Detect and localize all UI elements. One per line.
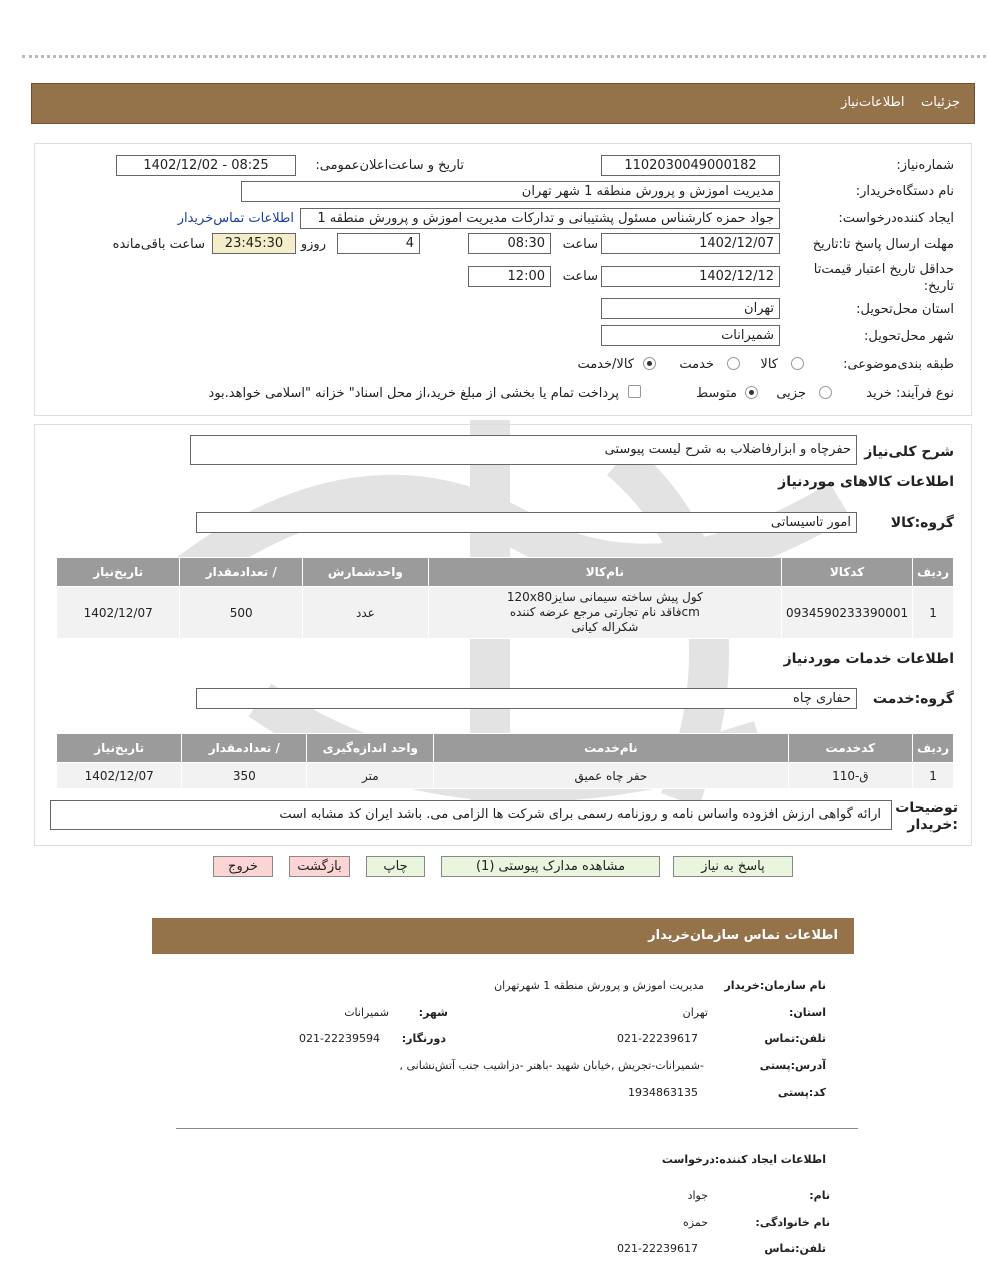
validity-time-label: ساعت: [562, 269, 598, 284]
cell-need-date: 1402/12/07: [57, 763, 182, 789]
contact-divider: [176, 1128, 858, 1129]
col-need-date: تاریخ‌نیاز: [57, 734, 182, 763]
tab-details[interactable]: جزئیات: [921, 95, 960, 110]
summary-label: شرح کلی‌نیاز: [864, 444, 954, 460]
contact-org-label: نام سازمان:خریدار: [724, 979, 826, 992]
deadline-label: مهلت ارسال ‌پاسخ تا‌:تاریخ: [812, 237, 954, 252]
services-table-header: [57, 734, 954, 763]
province-field: تهران: [601, 298, 780, 319]
contact-phone-label: تلفن:تماس: [764, 1032, 826, 1045]
attachments-button[interactable]: مشاهده مدارک پیوستی (1): [441, 856, 660, 877]
creator-last-name-value: حمزه: [683, 1216, 708, 1229]
goods-section-title: اطلاعات کالاهای مورد‌نیاز: [778, 474, 954, 490]
process-minor-radio[interactable]: [819, 386, 832, 399]
need-number-label: شماره‌نیاز:: [896, 158, 954, 173]
services-table: [56, 733, 954, 789]
cell-row: 1: [913, 587, 954, 639]
top-divider: [22, 55, 986, 58]
cell-row: 1: [913, 763, 954, 789]
remaining-label: ساعت باقی‌مانده: [112, 237, 205, 252]
creator-label: ایجاد کننده‌درخواست:: [838, 211, 954, 226]
category-goods-service-radio[interactable]: [643, 357, 656, 370]
category-goods-service-label: کالا/خدمت: [577, 357, 634, 372]
days-label: روزو: [300, 237, 326, 252]
buyer-org-field: مدیریت اموزش و پرورش منطقه 1 شهر تهران: [241, 181, 780, 202]
creator-first-name-value: جواد: [687, 1189, 708, 1202]
goods-group-field: امور تاسیساتی: [196, 512, 857, 533]
cell-quantity: 350: [182, 763, 307, 789]
service-group-field: حفاری چاه: [196, 688, 857, 709]
process-medium-radio[interactable]: [745, 386, 758, 399]
services-section-title: اطلاعات خدمات مورد‌نیاز: [783, 651, 954, 667]
category-service-radio[interactable]: [727, 357, 740, 370]
header-breadcrumb: [841, 95, 960, 110]
cell-quantity: 500: [180, 587, 303, 639]
city-label: شهر محل‌تحویل:: [864, 329, 954, 344]
validity-time-field: 12:00: [468, 266, 551, 287]
col-quantity: / تعدادمقدار: [182, 734, 307, 763]
creator-last-name-label: نام خانوادگی:: [755, 1216, 830, 1229]
contact-address-label: آدرس:پستی: [759, 1059, 826, 1072]
creator-field: جواد حمزه کارشناس مسئول پشتیبانی و تدارکات مدیریت اموزش و پرورش منطقه 1: [300, 208, 780, 229]
table-row: [57, 763, 954, 789]
col-unit: واحدشمارش: [303, 558, 429, 587]
contact-org-value: مدیریت اموزش و پرورش منطقه 1 شهرتهران: [494, 979, 704, 992]
creator-phone-label: تلفن:تماس: [764, 1242, 826, 1255]
cell-service-name: حفر چاه عمیق: [434, 763, 788, 789]
deadline-date-field: 1402/12/07: [601, 233, 780, 254]
announce-label: تاریخ و ساعت‌اعلان‌عمومی:: [315, 158, 464, 173]
exit-button[interactable]: خروج: [213, 856, 273, 877]
need-number-field: 1102030049000182: [601, 155, 780, 176]
buyer-contact-link[interactable]: اطلاعات تماس‌خریدار: [177, 211, 294, 226]
contact-fax-value: 021-22239594: [299, 1032, 380, 1045]
back-button[interactable]: بازگشت: [289, 856, 350, 877]
contact-title: اطلاعات تماس سازمان‌خریدار: [648, 928, 838, 943]
category-label: طبقه بندی‌موضوعی:: [843, 357, 954, 372]
summary-field: حفرچاه و ابزارفاضلاب به شرح لیست پیوستی: [190, 435, 857, 465]
cell-goods-name: کول پیش ساخته سیمانی سایز120x80 cmفاقد نام تجارتی مرجع عرضه کننده شکراله کیانی: [428, 587, 781, 639]
contact-postal-value: 1934863135: [628, 1086, 698, 1099]
col-service-name: نام‌خدمت: [434, 734, 788, 763]
contact-phone-value: 021-22239617: [617, 1032, 698, 1045]
validity-date-field: 1402/12/12: [601, 266, 780, 287]
buyer-notes-label: توضیحات :خریدار: [895, 800, 958, 833]
goods-table: [56, 557, 954, 639]
treasury-payment-label: پرداخت تمام یا بخشی از مبلغ خرید،از محل اسناد" خزانه "اسلامی خواهد.بود: [208, 386, 619, 401]
goods-group-label: گروه‌:کالا: [890, 515, 954, 531]
days-field: 4: [337, 233, 420, 254]
contact-province-value: تهران: [682, 1006, 708, 1019]
deadline-time-field: 08:30: [468, 233, 551, 254]
contact-city-label: شهر:: [418, 1006, 448, 1019]
announce-field: 1402/12/02 - 08:25: [116, 155, 296, 176]
col-goods-code: کدکالا: [781, 558, 912, 587]
col-goods-name: نام‌کالا: [428, 558, 781, 587]
creator-first-name-label: نام:: [809, 1189, 830, 1202]
deadline-time-label: ساعت: [562, 237, 598, 252]
contact-header: [152, 918, 854, 954]
treasury-payment-checkbox[interactable]: [628, 385, 641, 398]
province-label: استان محل‌تحویل:: [856, 302, 954, 317]
table-row: [57, 587, 954, 639]
process-minor-label: جزیی: [776, 386, 806, 401]
remaining-time-field: 23:45:30: [212, 233, 296, 254]
creator-phone-value: 021-22239617: [617, 1242, 698, 1255]
contact-address-value: -شمیرانات-تجریش ,خیابان شهید -باهنر -دزاشیب جنب آتش‌نشانی ,: [399, 1059, 704, 1072]
print-button[interactable]: چاپ: [366, 856, 425, 877]
category-service-label: خدمت: [679, 357, 714, 372]
col-service-code: کدخدمت: [788, 734, 913, 763]
cell-measure-unit: متر: [307, 763, 434, 789]
col-row: ردیف: [913, 734, 954, 763]
contact-fax-label: دورنگار:: [401, 1032, 446, 1045]
contact-city-value: شمیرانات: [344, 1006, 389, 1019]
city-field: شمیرانات: [601, 325, 780, 346]
service-group-label: گروه‌:خدمت: [872, 691, 954, 707]
category-goods-label: کالا: [760, 357, 778, 372]
tab-need-info[interactable]: اطلاعات‌نیاز: [841, 95, 905, 110]
cell-goods-code: 0934590233390001: [781, 587, 912, 639]
col-row: ردیف: [913, 558, 954, 587]
validity-label: حداقل تاریخ اعتبار قیمت‌تا تاریخ:: [813, 262, 954, 294]
category-goods-radio[interactable]: [791, 357, 804, 370]
buyer-org-label: نام دستگاه‌خریدار:: [855, 184, 954, 199]
contact-province-label: استان:: [789, 1006, 826, 1019]
cell-service-code: ق-110: [788, 763, 913, 789]
creator-info-title: اطلاعات ایجاد کننده:درخواست: [661, 1153, 826, 1166]
reply-button[interactable]: پاسخ به نیاز: [673, 856, 793, 877]
buyer-notes-field: ارائه گواهی ارزش افزوده واساس نامه و روزنامه رسمی برای شرکت ها الزامی می. باشد ایران کد مشابه است: [50, 800, 892, 830]
process-label: نوع فرآیند: خرید: [866, 386, 954, 401]
goods-table-header: [57, 558, 954, 587]
cell-need-date: 1402/12/07: [57, 587, 180, 639]
contact-postal-label: کد:پستی: [777, 1086, 826, 1099]
col-quantity: / تعدادمقدار: [180, 558, 303, 587]
page-header: [31, 83, 975, 124]
col-measure-unit: واحد اندازه‌گیری: [307, 734, 434, 763]
process-medium-label: متوسط: [696, 386, 737, 401]
col-need-date: تاریخ‌نیاز: [57, 558, 180, 587]
cell-unit: عدد: [303, 587, 429, 639]
